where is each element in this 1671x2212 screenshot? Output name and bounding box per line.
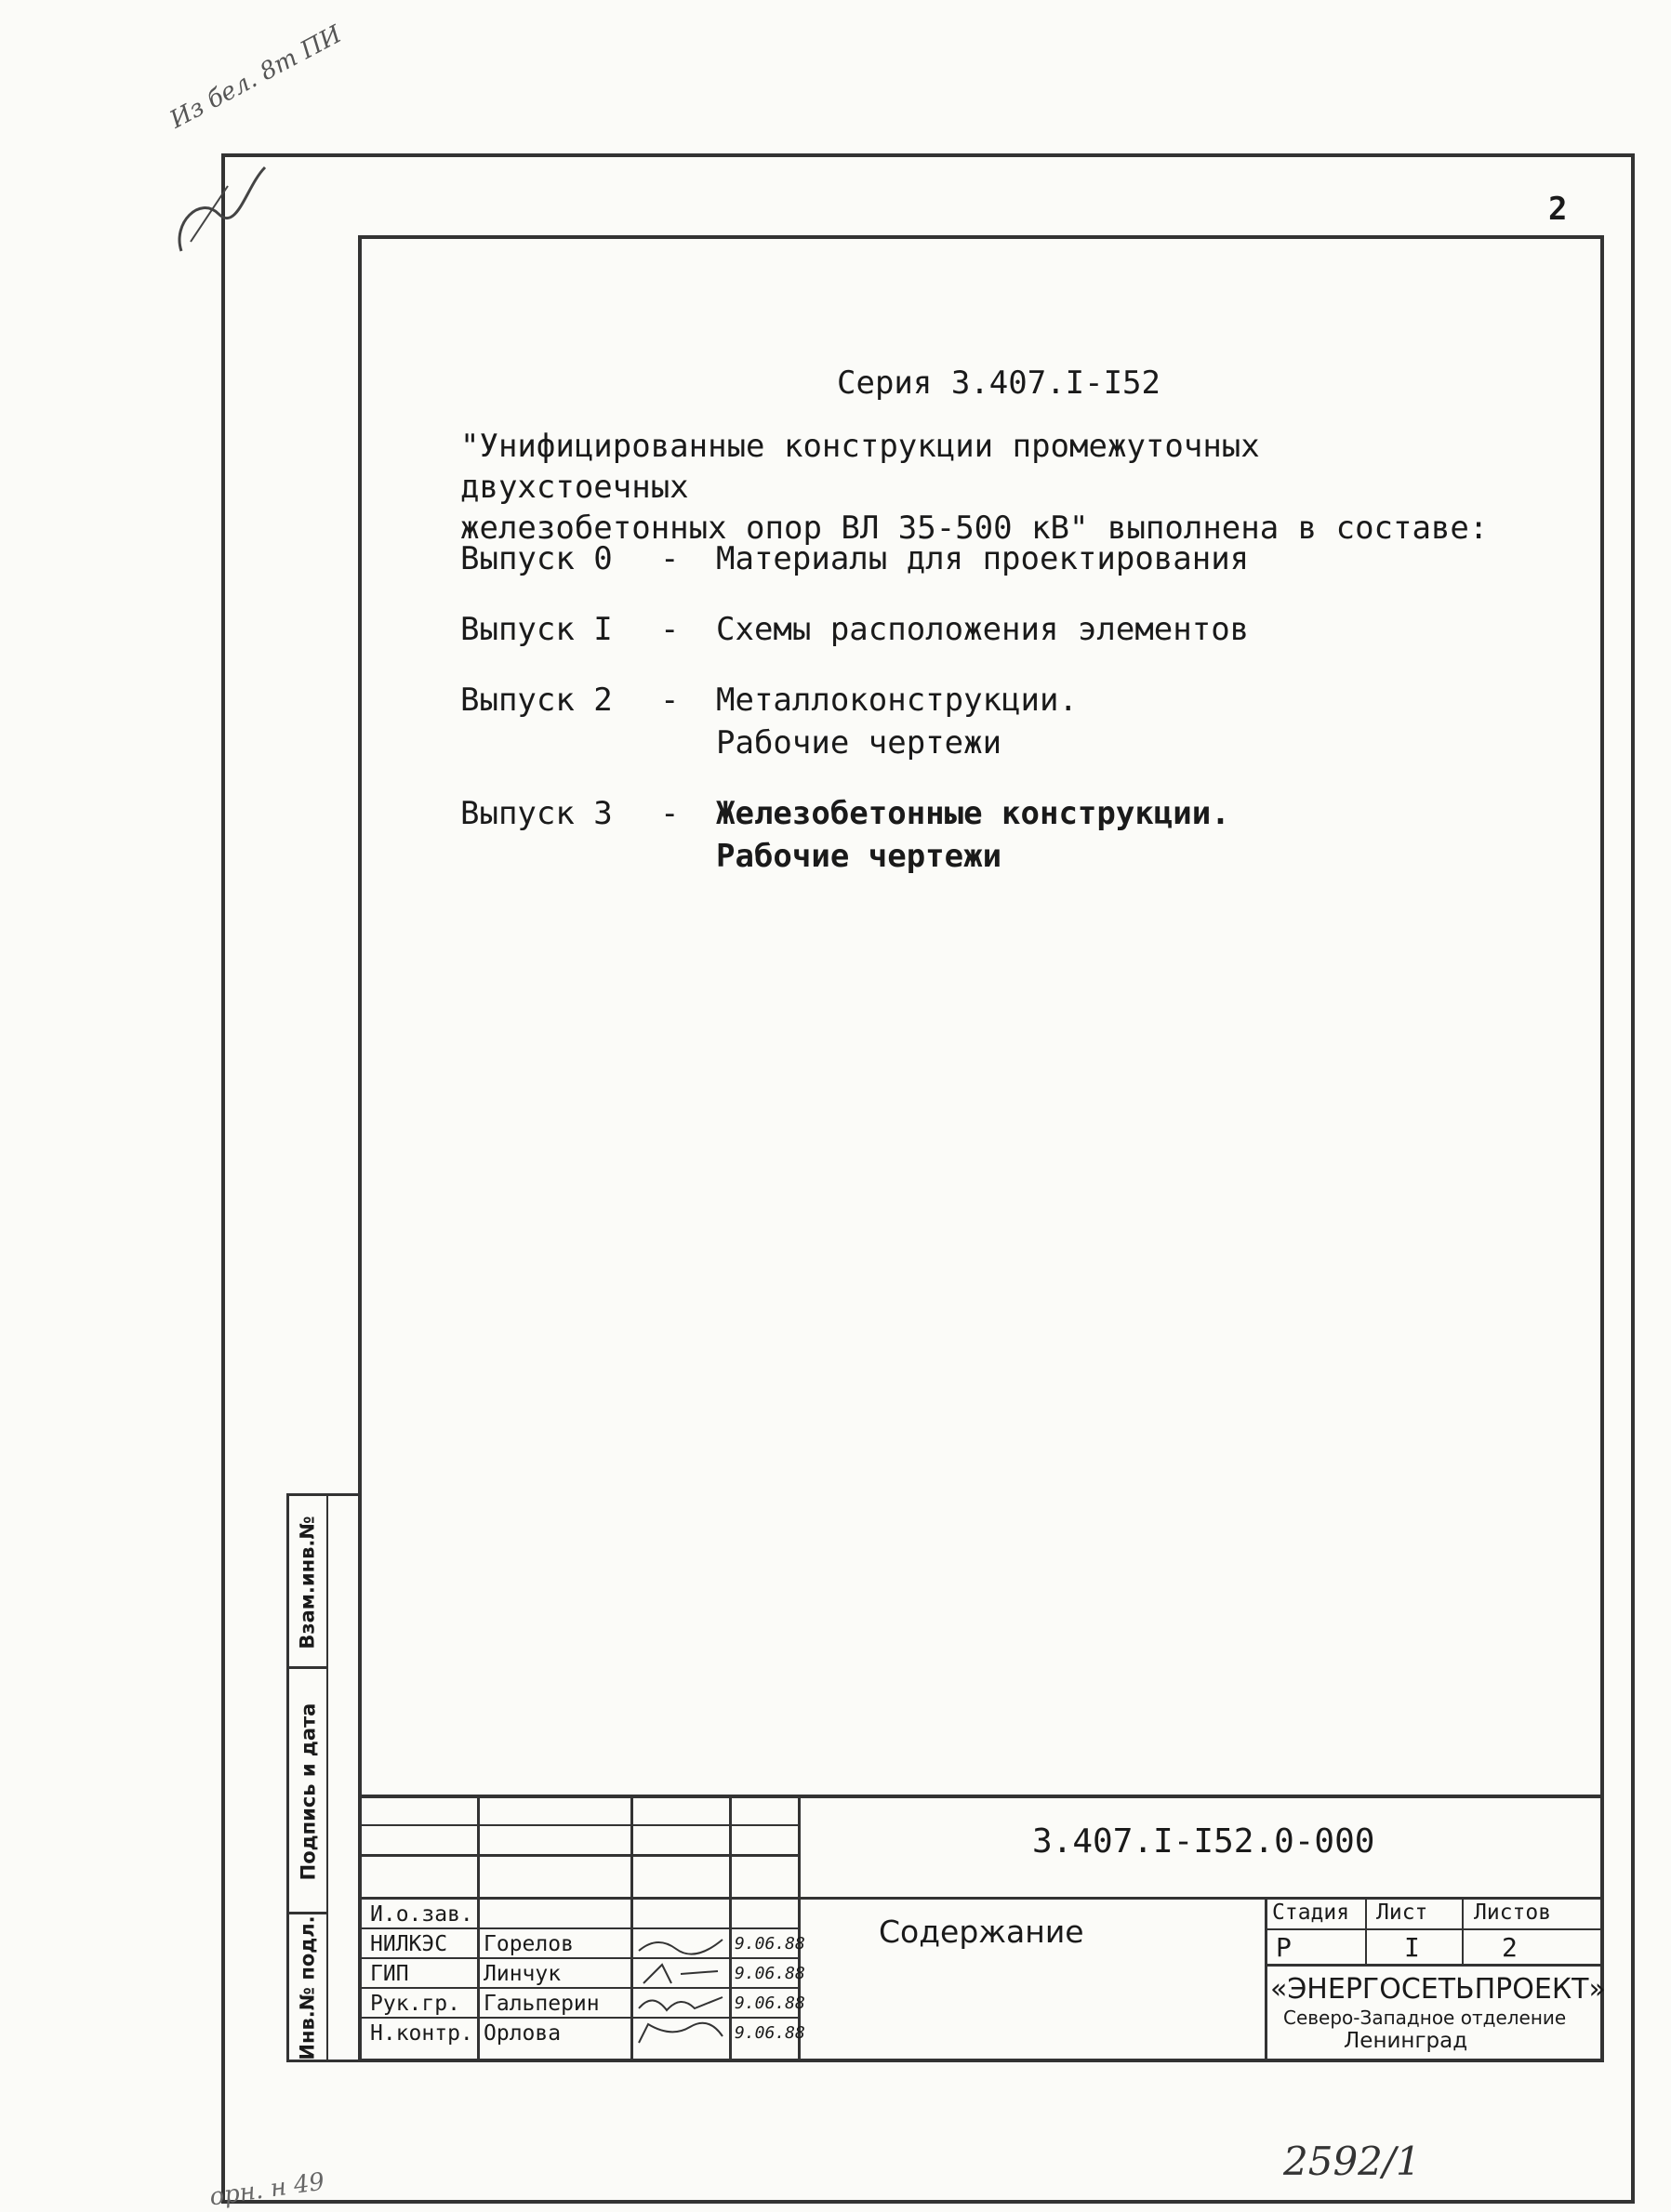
org-name: «ЭНЕРГОСЕТЬПРОЕКТ» (1270, 1973, 1606, 2006)
signature-icon (634, 1930, 727, 1958)
intro-line-2: железобетонных опор ВЛ 35-500 кВ" выполнена в составе: (460, 510, 1489, 547)
signer-name: Линчук (484, 1962, 562, 1986)
issue-dash: - (660, 611, 680, 648)
issue-row (460, 608, 1460, 651)
signer-name: Орлова (484, 2021, 562, 2046)
sheet-value: I (1404, 1932, 1420, 1963)
issue-dash: - (660, 540, 680, 577)
signer-name: Гальперин (484, 1992, 600, 2016)
issue-description-line: Схемы расположения элементов (716, 611, 1250, 648)
issue-number: Выпуск 3 (460, 795, 613, 832)
issue-dash: - (660, 682, 680, 719)
org-city: Ленинград (1344, 2029, 1468, 2053)
side-stamp-text: Взам.инв.№ (297, 1516, 319, 1649)
issue-description (716, 537, 1460, 580)
issue-description-line: Материалы для проектирования (716, 540, 1250, 577)
org-division: Северо-Западное отделение (1283, 2007, 1567, 2029)
document-title: Содержание (879, 1914, 1084, 1950)
intro-line-1: "Унифицированные конструкции промежуточных двухстоечных (460, 428, 1260, 506)
signer-date: 9.06.88 (735, 1934, 805, 1954)
signer-name: Горелов (484, 1932, 574, 1956)
sheets-value: 2 (1502, 1932, 1518, 1963)
issue-description (716, 608, 1460, 651)
stage-value: Р (1276, 1932, 1292, 1963)
issue-row (460, 537, 1460, 580)
signature-icon (634, 1960, 727, 1988)
handwritten-inventory-number: 2592/1 (1283, 2139, 1421, 2184)
issue-description-line: Металлоконструкции. (716, 682, 1078, 719)
issue-description (716, 679, 1460, 764)
side-stamp-label (289, 1914, 326, 2061)
issue-description-line: Рабочие чертежи (716, 724, 1002, 762)
issue-row (460, 679, 1460, 764)
document-code: 3.407.I-I52.0-000 (1032, 1822, 1375, 1861)
corner-signature-icon (163, 158, 274, 260)
issue-number: Выпуск 0 (460, 540, 613, 577)
signer-role: НИЛКЭС (370, 1932, 448, 1956)
sheet-number: 2 (1548, 191, 1568, 228)
issue-row (460, 792, 1460, 878)
issue-dash: - (660, 795, 680, 832)
signer-role: Рук.гр. (370, 1992, 460, 2016)
signature-icon (634, 1990, 727, 2018)
issue-number: Выпуск 2 (460, 682, 613, 719)
sheet-header: Лист (1376, 1901, 1428, 1925)
stage-header: Стадия (1272, 1901, 1350, 1925)
sheets-header: Листов (1474, 1901, 1552, 1925)
signer-date: 9.06.88 (735, 2023, 805, 2043)
intro-text (460, 426, 1502, 549)
side-stamp-right-column (326, 1496, 358, 2060)
series-title: Серия 3.407.I-I52 (837, 364, 1160, 402)
issue-description (716, 792, 1460, 878)
bottom-scrawl: орн. н 49 (207, 2167, 326, 2212)
side-stamp-text: Инв.№ подл. (297, 1915, 319, 2060)
issue-number: Выпуск I (460, 611, 613, 648)
side-stamp-label (289, 1669, 326, 1914)
side-stamp (286, 1493, 358, 2062)
signature-icon (634, 2020, 727, 2047)
side-stamp-text: Подпись и дата (297, 1702, 320, 1881)
signer-role: ГИП (370, 1962, 409, 1986)
signer-role: И.о.зав. (370, 1902, 473, 1927)
signer-date: 9.06.88 (735, 1964, 805, 1983)
signer-role: Н.контр. (370, 2021, 473, 2046)
corner-note: Из бел. 8т ПИ (166, 20, 347, 135)
side-stamp-label (289, 1496, 326, 1669)
issue-description-line: Рабочие чертежи (716, 838, 1002, 875)
issue-description-line: Железобетонные конструкции. (716, 795, 1230, 832)
signer-date: 9.06.88 (735, 1993, 805, 2013)
